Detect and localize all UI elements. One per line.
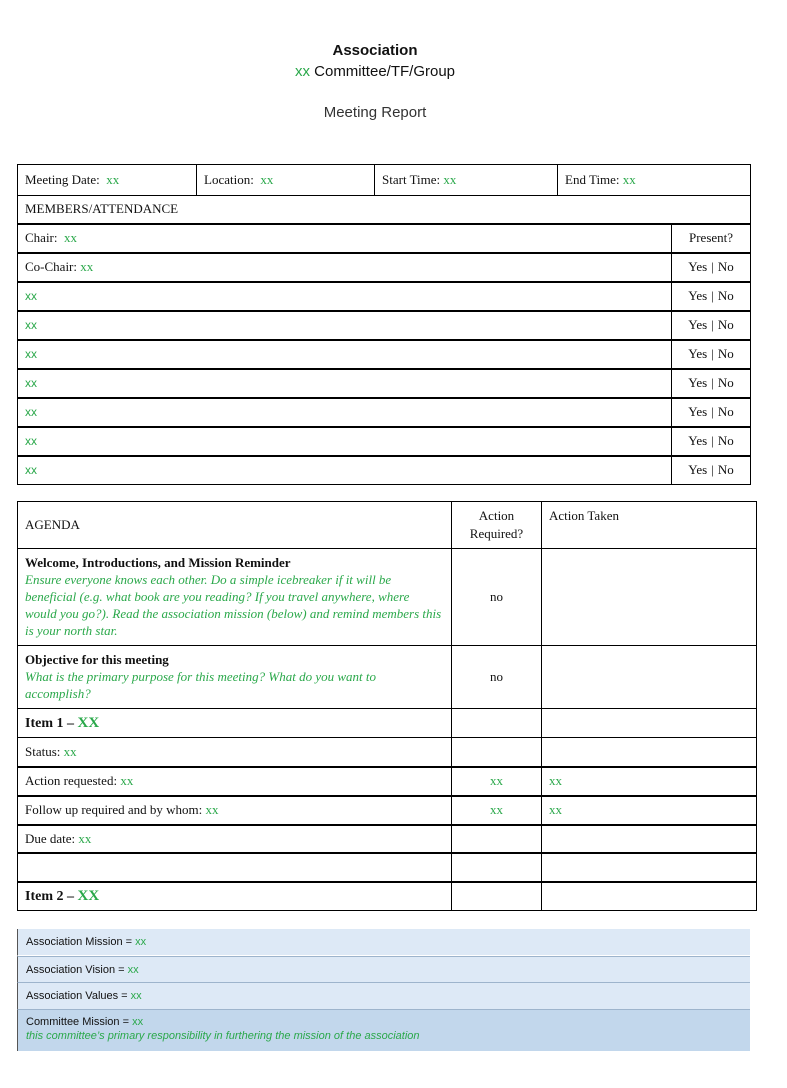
- due-date-required[interactable]: [452, 825, 542, 853]
- blank-row-taken[interactable]: [542, 853, 757, 882]
- present-toggle[interactable]: Yes | No: [672, 427, 751, 456]
- cochair-cell[interactable]: Co-Chair: xx: [18, 253, 672, 282]
- action-required-header: Action Required?: [452, 502, 542, 549]
- present-toggle[interactable]: Yes | No: [672, 398, 751, 427]
- chair-cell[interactable]: Chair: xx: [18, 224, 672, 253]
- member-row: [18, 398, 751, 427]
- due-date-cell[interactable]: Due date: xx: [18, 825, 452, 853]
- blank-row-required[interactable]: [452, 853, 542, 882]
- association-vision-value: xx: [127, 963, 139, 976]
- member-row: [18, 282, 751, 311]
- present-toggle[interactable]: Yes | No: [672, 456, 751, 485]
- present-toggle[interactable]: Yes | No: [672, 340, 751, 369]
- member-name[interactable]: xx: [18, 456, 672, 485]
- association-values-row: Association Values = xx: [17, 982, 750, 1009]
- present-toggle[interactable]: Yes | No: [672, 311, 751, 340]
- association-mission-value: xx: [135, 936, 147, 948]
- chair-value: xx: [64, 230, 77, 245]
- association-values-value: xx: [130, 990, 142, 1002]
- report-title: Meeting Report: [323, 104, 427, 121]
- status-taken[interactable]: [542, 738, 757, 767]
- group-prefix: xx: [294, 63, 310, 80]
- end-time-cell[interactable]: End Time: xx: [558, 165, 751, 196]
- welcome-required[interactable]: no: [452, 549, 542, 646]
- welcome-hint: Ensure everyone knows each other. Do a simple icebreaker if it will be beneficial (e.g. what book are you reading? If you travel anywhere, where would you go?). Read the association mission (below) and remind members this is your north star.: [25, 572, 442, 638]
- member-row: [18, 427, 751, 456]
- member-row: [18, 369, 751, 398]
- attendance-heading: MEMBERS/ATTENDANCE: [18, 196, 751, 224]
- followup-value: xx: [205, 802, 219, 817]
- item1-required[interactable]: [452, 709, 542, 738]
- member-name[interactable]: xx: [18, 311, 672, 340]
- blank-row-cell[interactable]: [18, 853, 452, 882]
- action-requested-value: xx: [120, 773, 134, 788]
- action-requested-cell[interactable]: Action requested: xx: [18, 767, 452, 796]
- status-required[interactable]: [452, 738, 542, 767]
- mission-block: [17, 929, 750, 1051]
- start-time-value: xx: [443, 172, 457, 187]
- member-row: [18, 456, 751, 485]
- followup-cell[interactable]: Follow up required and by whom: xx: [18, 796, 452, 825]
- location-cell[interactable]: Location: xx: [197, 165, 375, 196]
- group-name: Committee/TF/Group: [314, 63, 456, 80]
- present-toggle[interactable]: Yes | No: [672, 282, 751, 311]
- item2-value: XX: [77, 887, 100, 904]
- member-row: [18, 311, 751, 340]
- objective-required[interactable]: no: [452, 646, 542, 709]
- agenda-table: [17, 501, 757, 911]
- item2-taken[interactable]: [542, 882, 757, 911]
- objective-title: Objective for this meeting: [25, 652, 169, 667]
- action-requested-taken[interactable]: xx: [542, 767, 757, 796]
- association-vision-row: Association Vision = xx: [17, 956, 750, 982]
- meeting-info-row: [18, 165, 751, 196]
- member-name[interactable]: xx: [18, 427, 672, 456]
- welcome-taken[interactable]: [542, 549, 757, 646]
- welcome-cell[interactable]: [18, 549, 452, 646]
- start-time-cell[interactable]: Start Time: xx: [375, 165, 558, 196]
- welcome-title: Welcome, Introductions, and Mission Reminder: [25, 555, 291, 570]
- followup-taken[interactable]: xx: [542, 796, 757, 825]
- member-name[interactable]: xx: [18, 282, 672, 311]
- action-requested-required[interactable]: xx: [452, 767, 542, 796]
- item1-taken[interactable]: [542, 709, 757, 738]
- meeting-date-cell[interactable]: Meeting Date: xx: [18, 165, 197, 196]
- item2-heading[interactable]: Item 2 – XX: [18, 882, 452, 911]
- meeting-date-value: xx: [106, 172, 120, 187]
- member-name[interactable]: xx: [18, 398, 672, 427]
- present-toggle[interactable]: Yes | No: [672, 253, 751, 282]
- due-date-taken[interactable]: [542, 825, 757, 853]
- item1-heading[interactable]: Item 1 – XX: [18, 709, 452, 738]
- committee-mission-row: Committee Mission = xx this committee’s primary responsibility in furthering the mission of the association: [17, 1009, 750, 1051]
- objective-hint: What is the primary purpose for this meeting? What do you want to accomplish?: [25, 669, 376, 701]
- item2-required[interactable]: [452, 882, 542, 911]
- present-header: Present?: [672, 224, 751, 253]
- member-row: [18, 340, 751, 369]
- followup-required[interactable]: xx: [452, 796, 542, 825]
- objective-taken[interactable]: [542, 646, 757, 709]
- objective-cell[interactable]: [18, 646, 452, 709]
- present-toggle[interactable]: Yes | No: [672, 369, 751, 398]
- committee-mission-hint: this committee’s primary responsibility in furthering the mission of the association: [26, 1030, 420, 1042]
- end-time-value: xx: [622, 172, 636, 187]
- status-value: xx: [63, 743, 77, 759]
- association-mission-row: Association Mission = xx: [17, 929, 750, 956]
- due-date-value: xx: [78, 830, 92, 846]
- agenda-heading: AGENDA: [18, 502, 452, 549]
- group-title: [0, 63, 750, 80]
- member-name[interactable]: xx: [18, 340, 672, 369]
- action-taken-header: Action Taken: [542, 502, 757, 549]
- attendance-table: [17, 164, 751, 485]
- item1-value: XX: [77, 714, 100, 731]
- location-value: xx: [260, 172, 274, 187]
- committee-mission-value: xx: [132, 1016, 144, 1028]
- status-cell[interactable]: Status: xx: [18, 738, 452, 767]
- member-name[interactable]: xx: [18, 369, 672, 398]
- org-title: Association: [332, 42, 418, 59]
- cochair-value: xx: [80, 259, 94, 274]
